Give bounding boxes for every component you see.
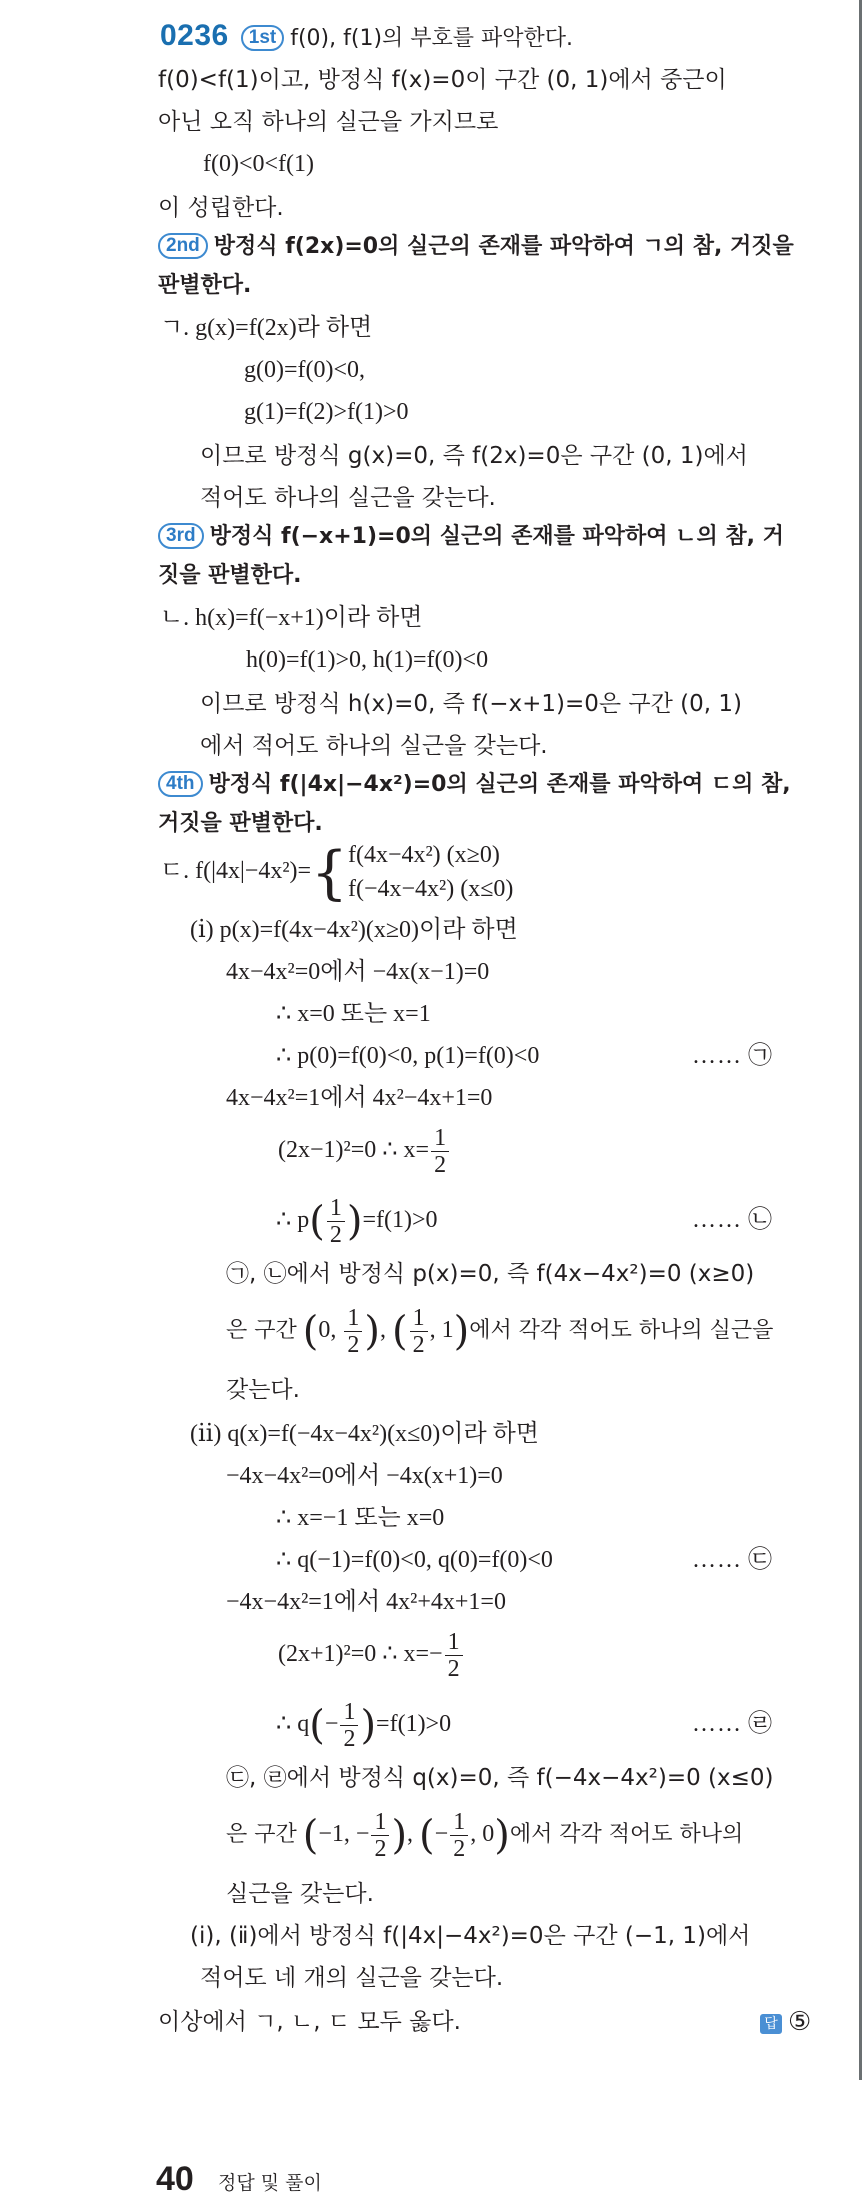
equation	[278, 1624, 465, 1684]
fraction-num: 1	[410, 1305, 428, 1332]
equation-tag: …… ㉢	[692, 1547, 772, 1573]
statement-giyeok: ㄱ. g(x)=f(2x)라 하면	[160, 315, 373, 341]
case-line: f(−4x−4x²) (x≤0)	[347, 876, 514, 903]
step2-heading	[158, 230, 794, 263]
case-i-def: (ⅰ) p(x)=f(4x−4x²)(x≥0)이라 하면	[190, 917, 518, 943]
fraction-den: 2	[343, 1725, 356, 1752]
step4-heading	[158, 768, 791, 801]
text: ,	[379, 1317, 386, 1343]
problem-number: 0236	[160, 19, 229, 52]
mark-a: ㉠	[748, 1043, 772, 1069]
step4-title-cont: 거짓을 판별한다.	[158, 811, 323, 836]
equation: ∴ x=0 또는 x=1	[276, 1001, 431, 1027]
equation-text: =f(1)>0	[376, 1711, 452, 1737]
step3-badge: 3rd	[158, 523, 204, 549]
answer-tag: 답	[760, 2014, 782, 2034]
paragraph-line: f(0)<f(1)이고, 방정식 f(x)=0이 구간 (0, 1)에서 중근이	[158, 67, 727, 93]
step1-title: f(0), f(1)의 부호를 파악한다.	[290, 26, 574, 51]
equation-text: ∴ p	[276, 1207, 310, 1233]
statement-nieun: ㄴ. h(x)=f(−x+1)이라 하면	[160, 605, 423, 631]
step2-badge: 2nd	[158, 233, 208, 259]
fraction-half	[410, 1305, 428, 1358]
fraction-den: 2	[412, 1331, 425, 1358]
equation: −4x−4x²=0에서 −4x(x+1)=0	[226, 1463, 503, 1489]
text: 은 구간	[226, 1318, 297, 1343]
paragraph-line: (ⅰ), (ⅱ)에서 방정식 f(|4x|−4x²)=0은 구간 (−1, 1)에서	[190, 1923, 751, 1949]
equation: ∴ q(− $\frac{1}{2}$ )=f(1)>0	[276, 1698, 452, 1752]
paragraph-line: 에서 적어도 하나의 실근을 갖는다.	[200, 733, 548, 759]
fraction-den: 2	[329, 1221, 342, 1248]
equation-text: (2x−1)²=0 ∴ x=	[278, 1137, 430, 1163]
fraction-num: 1	[327, 1195, 345, 1222]
fraction-num: 1	[431, 1125, 449, 1152]
paragraph-line: 실근을 갖는다.	[226, 1881, 374, 1907]
step1-badge: 1st	[241, 25, 284, 51]
equation-text: ∴ q	[276, 1711, 310, 1737]
equation	[278, 1120, 451, 1180]
fraction-half	[340, 1699, 358, 1752]
fraction-half	[371, 1809, 389, 1862]
equation: g(1)=f(2)>f(1)>0	[244, 399, 409, 425]
mark-b: ㉡	[748, 1207, 772, 1233]
fraction-den: 2	[434, 1151, 447, 1178]
paragraph-line: ㉠, ㉡에서 방정식 p(x)=0, 즉 f(4x−4x²)=0 (x≥0)	[226, 1261, 755, 1287]
fraction-half	[450, 1809, 468, 1862]
step3-title: 방정식 f(−x+1)=0의 실근의 존재를 파악하여 ㄴ의 참, 거	[209, 524, 784, 549]
equation: 4x−4x²=1에서 4x²−4x+1=0	[226, 1085, 493, 1111]
fraction-half	[431, 1125, 449, 1178]
paragraph-line: 이 성립한다.	[158, 195, 284, 221]
step4-title: 방정식 f(|4x|−4x²)=0의 실근의 존재를 파악하여 ㄷ의 참,	[208, 772, 791, 797]
fraction-den: 2	[447, 1655, 460, 1682]
fraction-num: 1	[344, 1305, 362, 1332]
equation: −4x−4x²=1에서 4x²+4x+1=0	[226, 1589, 506, 1615]
problem-header	[160, 20, 573, 55]
fraction-half	[445, 1629, 463, 1682]
text: , 0	[470, 1821, 495, 1847]
equation-text: =f(1)>0	[362, 1207, 438, 1233]
fraction-num: 1	[450, 1809, 468, 1836]
page-edge-bar	[859, 0, 862, 2080]
paragraph-line: 갖는다.	[226, 1377, 300, 1403]
equation: ∴ q(−1)=f(0)<0, q(0)=f(0)<0	[276, 1547, 553, 1573]
text: ,	[407, 1821, 414, 1847]
interval-line: 은 구간 (−1, − $\frac{1}{2}$ ), (− $\frac{1}{2}$ , 0)에서 각각 적어도 하나의	[226, 1808, 744, 1862]
text: 에서 각각 적어도 하나의	[509, 1822, 744, 1847]
equation: f(0)<0<f(1)	[203, 151, 315, 177]
text: 은 구간	[226, 1822, 297, 1847]
answer-value: ⑤	[788, 2007, 812, 2037]
piecewise-lhs: ㄷ. f(|4x|−4x²)=	[160, 858, 312, 884]
fraction-num: 1	[371, 1809, 389, 1836]
answer	[760, 2006, 811, 2039]
text: −1, −	[318, 1821, 370, 1847]
page-number: 40	[156, 2160, 194, 2198]
fraction-den: 2	[453, 1835, 466, 1862]
case-ii-def: (ⅱ) q(x)=f(−4x−4x²)(x≤0)이라 하면	[190, 1421, 539, 1447]
step3-title-cont: 짓을 판별한다.	[158, 563, 302, 588]
paragraph-line: 적어도 하나의 실근을 갖는다.	[200, 485, 496, 511]
fraction-den: 2	[374, 1835, 387, 1862]
step3-heading	[158, 520, 784, 553]
interval-line: 은 구간 (0, $\frac{1}{2}$ ), ( $\frac{1}{2}$ , 1)에서 각각 적어도 하나의 실근을	[226, 1304, 774, 1358]
equation-text: (2x+1)²=0 ∴ x=−	[278, 1641, 443, 1667]
equation: ∴ p( $\frac{1}{2}$ )=f(1)>0	[276, 1194, 438, 1248]
text: 0,	[318, 1317, 337, 1343]
conclusion: 이상에서 ㄱ, ㄴ, ㄷ 모두 옳다.	[158, 2009, 461, 2035]
mark-d: ㉣	[748, 1711, 772, 1737]
piecewise-cases	[348, 838, 513, 906]
paragraph-line: 아닌 오직 하나의 실근을 가지므로	[158, 109, 499, 135]
equation-tag: …… ㉠	[692, 1043, 772, 1069]
paragraph-line: ㉢, ㉣에서 방정식 q(x)=0, 즉 f(−4x−4x²)=0 (x≤0)	[226, 1765, 774, 1791]
paragraph-line: 이므로 방정식 h(x)=0, 즉 f(−x+1)=0은 구간 (0, 1)	[200, 691, 742, 717]
step2-title: 방정식 f(2x)=0의 실근의 존재를 파악하여 ㄱ의 참, 거짓을	[213, 234, 794, 259]
mark-c: ㉢	[748, 1547, 772, 1573]
equation-tag: …… ㉣	[692, 1711, 772, 1737]
equation: 4x−4x²=0에서 −4x(x−1)=0	[226, 959, 490, 985]
equation: h(0)=f(1)>0, h(1)=f(0)<0	[246, 647, 489, 673]
text: 에서 각각 적어도 하나의 실근을	[469, 1318, 774, 1343]
fraction-half	[327, 1195, 345, 1248]
fraction-num: 1	[445, 1629, 463, 1656]
paragraph-line: 이므로 방정식 g(x)=0, 즉 f(2x)=0은 구간 (0, 1)에서	[200, 443, 748, 469]
statement-digeut	[160, 836, 513, 906]
step4-badge: 4th	[158, 771, 203, 797]
case-line: f(4x−4x²) (x≥0)	[347, 842, 500, 869]
fraction-den: 2	[347, 1331, 360, 1358]
equation-tag: …… ㉡	[692, 1207, 772, 1233]
equation: ∴ x=−1 또는 x=0	[276, 1505, 445, 1531]
paragraph-line: 적어도 네 개의 실근을 갖는다.	[200, 1965, 504, 1991]
fraction-num: 1	[340, 1699, 358, 1726]
step2-title-cont: 판별한다.	[158, 273, 252, 298]
equation: g(0)=f(0)<0,	[244, 357, 366, 383]
equation: ∴ p(0)=f(0)<0, p(1)=f(0)<0	[276, 1043, 540, 1069]
fraction-half	[344, 1305, 362, 1358]
brace-symbol: {	[311, 838, 348, 907]
page-label: 정답 및 풀이	[218, 2172, 322, 2194]
text: , 1	[429, 1317, 454, 1343]
